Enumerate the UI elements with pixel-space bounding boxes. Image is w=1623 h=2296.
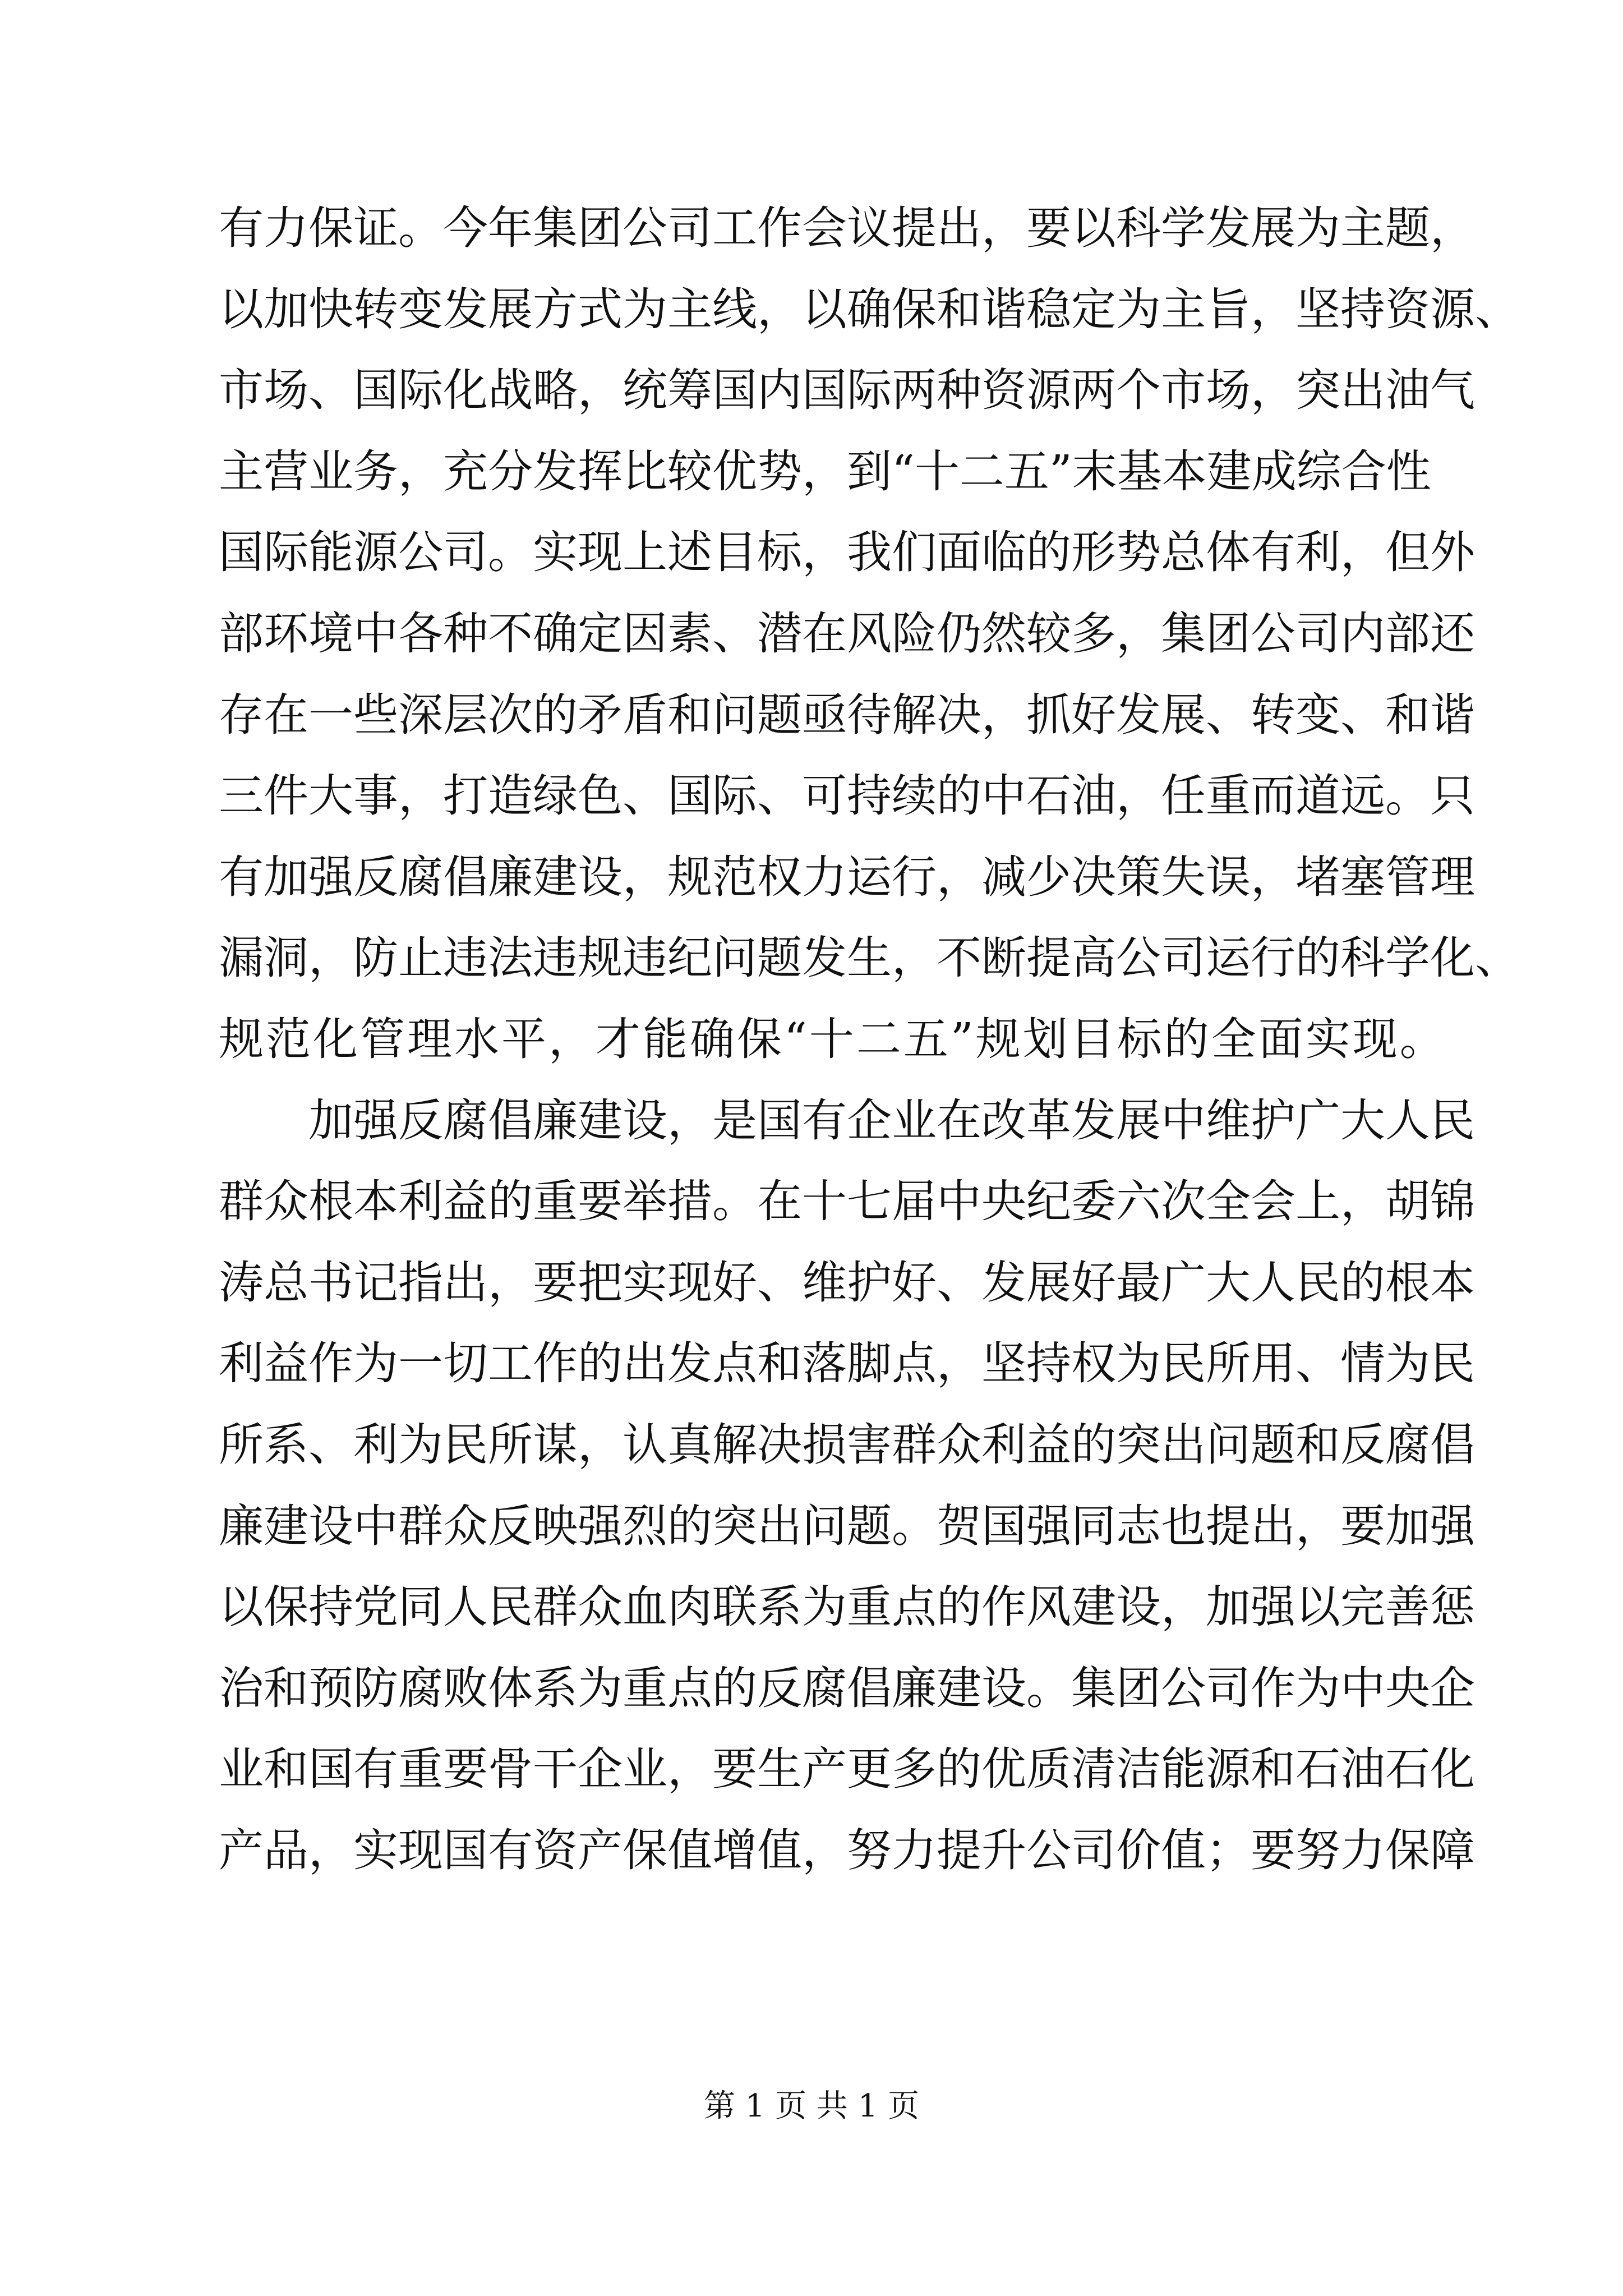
text-line: 涛总书记指出，要把实现好、维护好、发展好最广大人民的根本 [219, 1256, 1475, 1309]
text-line: 所系、利为民所谋，认真解决损害群众利益的突出问题和反腐倡 [219, 1418, 1475, 1471]
text-line: 治和预防腐败体系为重点的反腐倡廉建设。集团公司作为中央企 [219, 1662, 1475, 1714]
text-line: 业和国有重要骨干企业，要生产更多的优质清洁能源和石油石化 [219, 1743, 1475, 1796]
text-line: 以保持党同人民群众血肉联系为重点的作风建设，加强以完善惩 [219, 1581, 1475, 1634]
text-line: 三件大事，打造绿色、国际、可持续的中石油，任重而道远。只 [219, 770, 1475, 822]
text-line: 存在一些深层次的矛盾和问题亟待解决，抓好发展、转变、和谐 [219, 688, 1475, 741]
text-line: 规范化管理水平，才能确保“十二五”规划目标的全面实现。 [219, 1013, 1447, 1065]
text-line: 市场、国际化战略，统筹国内国际两种资源两个市场，突出油气 [219, 364, 1475, 417]
paragraph-1 [219, 188, 1520, 1080]
paragraph-2 [219, 1080, 1475, 1892]
text-line: 有力保证。今年集团公司工作会议提出，要以科学发展为主题， [219, 202, 1475, 254]
page-number-footer: 第 1 页 共 1 页 [703, 2088, 920, 2124]
text-line: 加强反腐倡廉建设，是国有企业在改革发展中维护广大人民 [308, 1094, 1475, 1147]
text-line: 有加强反腐倡廉建设，规范权力运行，减少决策失误，堵塞管理 [219, 850, 1475, 903]
text-line: 产品，实现国有资产保值增值，努力提升公司价值；要努力保障 [219, 1824, 1475, 1876]
body-text [219, 188, 1520, 1891]
text-line: 主营业务，充分发挥比较优势，到“十二五”末基本建成综合性 [219, 445, 1431, 498]
text-line: 部环境中各种不确定因素、潜在风险仍然较多，集团公司内部还 [219, 607, 1475, 660]
text-line: 廉建设中群众反映强烈的突出问题。贺国强同志也提出，要加强 [219, 1499, 1475, 1552]
text-line: 国际能源公司。实现上述目标，我们面临的形势总体有利，但外 [219, 526, 1475, 579]
text-line: 漏洞，防止违法违规违纪问题发生，不断提高公司运行的科学化、 [219, 932, 1520, 984]
text-line: 以加快转变发展方式为主线，以确保和谐稳定为主旨，坚持资源、 [219, 283, 1520, 335]
text-line: 利益作为一切工作的出发点和落脚点，坚持权为民所用、情为民 [219, 1337, 1475, 1390]
text-line: 群众根本利益的重要举措。在十七届中央纪委六次全会上，胡锦 [219, 1175, 1475, 1228]
